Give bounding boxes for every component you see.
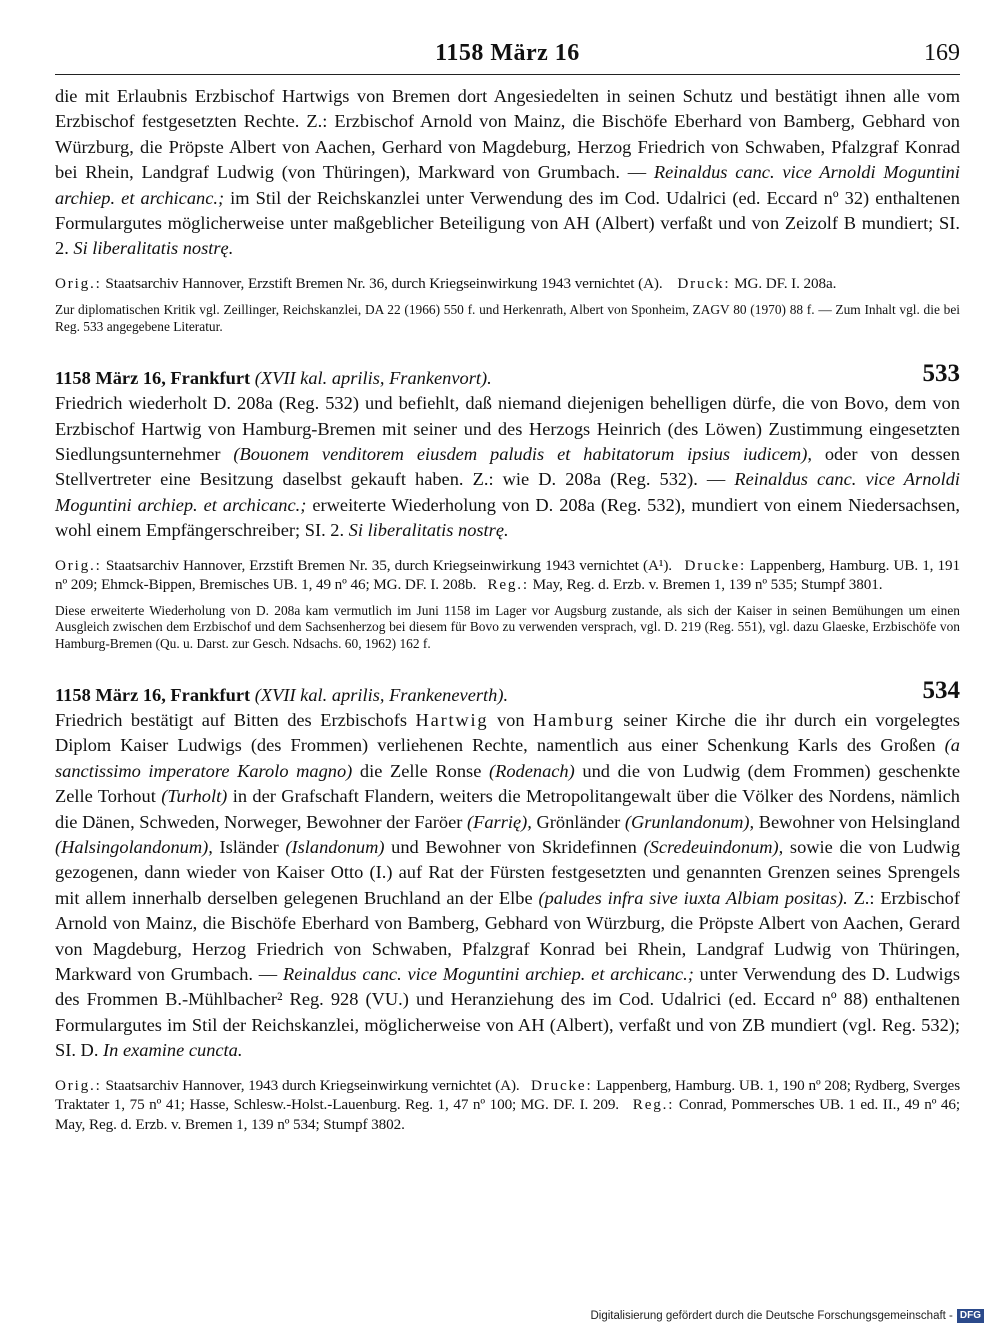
text-segment: von — [496, 710, 525, 730]
entry-date-place: 1158 März 16, Frankfurt — [55, 685, 251, 705]
entry-532-continuation — [55, 84, 960, 262]
text-segment: Friedrich bestätigt auf Bitten des Erzbischofs — [55, 710, 408, 730]
recognition-formula: Reinaldus canc. vice Arnoldi Moguntini archiep. et archicanc.; — [55, 469, 960, 515]
text-segment: seiner Kirche die ihr durch ein vorgelegtes Diplom Kaiser Ludwigs (des Frommen) verliehenen Rechte, namentlich aus einer Schenkung Karls des Großen — [55, 710, 960, 756]
entry-534-sources — [55, 1076, 960, 1134]
entry-534-heading — [55, 677, 960, 708]
drucke-text: Lappenberg, Hamburg. UB. 1, 191 nº 209; Ehmck-Bippen, Bremisches UB. 1, 49 nº 46; MG. DF. I. 208b. — [55, 556, 961, 594]
text-segment: oder von dessen Stellvertreter eine Besitzung daselbst gekauft haben. Z.: wie D. 208a (Reg. 532). — — [55, 444, 960, 490]
text-segment: Isländer — [219, 837, 279, 858]
text-segment: die Zelle Ronse — [359, 760, 482, 781]
entry-532-sources — [55, 274, 960, 293]
spaced-name: Hamburg — [533, 710, 615, 730]
text-segment: im Stil der Reichskanzlei unter Verwendung des im Cod. Udalrici (ed. Eccard nº 32) enthaltenen Formulargutes möglicherweise unter maßgeblicher Beteiligung von AH (Albert) verfaßt und von Zeizolf B mundiert; SI. 2. — [55, 187, 960, 259]
seal-formula: Si liberalitatis nostrę. — [348, 520, 509, 541]
drucke-label: Drucke: — [530, 1076, 593, 1094]
text-segment: Bewohner von Helsingland — [758, 811, 960, 832]
text-segment: und die von Ludwig (dem Frommen) geschenkte Zelle Torhout — [55, 760, 960, 807]
text-segment: und Bewohner von Skridefinnen — [391, 837, 637, 858]
druck-label: Druck: — [677, 274, 731, 292]
latin-quote: (Scredeuindonum), — [643, 837, 784, 858]
orig-text: Staatsarchiv Hannover, 1943 durch Kriegseinwirkung vernichtet (A). — [105, 1076, 520, 1094]
entry-533-text — [55, 391, 960, 543]
latin-quote: (Farrię), — [466, 811, 532, 832]
orig-text: Staatsarchiv Hannover, Erzstift Bremen Nr. 36, durch Kriegseinwirkung 1943 vernichtet (A). — [105, 274, 663, 292]
entry-dating: (XVII kal. aprilis, Frankeneverth). — [254, 685, 509, 705]
text-segment: Z.: Erzbischof Arnold von Mainz, die Bischöfe Eberhard von Bamberg, Gebhard von Würzburg, die Pröpste Albert von Aachen, Gerard von Magdeburg, Herzog Friedrich von Schwaben, Pfalzgraf Konrad bei Rhein, Landgraf Ludwig von Thüringen, Markward von Grumbach. — — [55, 887, 960, 985]
reg-label: Reg.: — [632, 1096, 675, 1114]
text-segment: unter Verwendung des D. Ludwigs des Frommen B.-Mühlbacher² Reg. 928 (VU.) und Heranziehung des im Cod. Udalrici (ed. Eccard nº 88) enthaltenen Formulargutes im Stil der Reichskanzlei, möglicherweise von AH (Albert), verfaßt und von ZB mundiert (vgl. Reg. 532); SI. D. — [55, 964, 960, 1061]
orig-label: Orig.: — [55, 274, 102, 292]
entry-dating: (XVII kal. aprilis, Frankenvort). — [254, 368, 492, 389]
entry-533-heading — [55, 360, 960, 391]
text-segment: in der Grafschaft Flandern, weiters die Metropolitangewalt über die Völker des Nordens, nämlich die Dänen, Schweden, Norweger, Bewohner der Faröer — [55, 786, 960, 832]
reg-text: Conrad, Pommersches UB. 1 ed. II., 49 nº 46; May, Reg. d. Erzb. v. Bremen 1, 139 nº 534; Stumpf 3802. — [55, 1096, 960, 1133]
text-segment: sowie die von Ludwig gezogenen, dann wieder von Kaiser Otto (I.) auf Rat der Fürsten festgesetzten und genannten Grenzen seines Sprengels mit allem innerhalb derselben gelegenen Bruchland an der Elbe — [55, 837, 961, 908]
latin-quote: (Halsingolandonum), — [55, 837, 213, 858]
entry-533-note: Diese erweiterte Wiederholung von D. 208a kam vermutlich im Juni 1158 im Lager vor Augsburg zustande, als sich der Kaiser in seinen Bemühungen um einen Ausgleich zwischen dem Erzbischof und dem Sachsenherzog bei diesem für Bovo zu verwenden versprach, vgl. D. 219 (Reg. 551), vgl. dazu Glaeske, Erzbischöfe von Hamburg-Bremen (Qu. u. Darst. zur Gesch. Ndsachs. 60, 1962) 162 f. — [55, 602, 960, 651]
latin-quote: (Bouonem venditorem eiusdem paludis et habitatorum ipsius iudicem), — [233, 444, 812, 465]
running-title: 1158 März 16 — [435, 40, 580, 66]
page-header — [55, 38, 960, 75]
text-segment: Friedrich wiederholt D. 208a (Reg. 532) und befiehlt, daß niemand diejenigen behelligen dürfe, die von Bovo, dem von Erzbischof Hartwig von Hamburg-Bremen mit seiner und des Herzogs Heinrich (des Löwen) Zustimmung eingesetzten Siedlungsunternehmer — [55, 393, 960, 465]
reg-label: Reg.: — [487, 576, 529, 594]
latin-quote: (a sanctissimo imperatore Karolo magno) — [55, 735, 960, 781]
recognition-formula: Reinaldus canc. vice Arnoldi Moguntini archiep. et archicanc.; — [55, 162, 960, 208]
entry-533-sources — [55, 556, 960, 595]
footer-text: Digitalisierung gefördert durch die Deutsche Forschungsgemeinschaft - — [590, 1310, 953, 1322]
seal-formula: Si liberalitatis nostrę. — [73, 238, 234, 259]
latin-quote: (paludes infra sive iuxta Albiam positas). — [538, 887, 848, 908]
latin-quote: (Turholt) — [161, 786, 228, 807]
orig-label: Orig.: — [55, 556, 102, 574]
seal-formula: In examine cuncta. — [103, 1040, 243, 1061]
text-segment: Grönländer — [536, 811, 621, 832]
entry-number: 533 — [922, 360, 960, 388]
orig-text: Staatsarchiv Hannover, Erzstift Bremen Nr. 35, durch Kriegseinwirkung 1943 vernichtet (A¹). — [105, 556, 672, 574]
druck-text: MG. DF. I. 208a. — [734, 274, 837, 292]
entry-date-place: 1158 März 16, Frankfurt — [55, 368, 251, 389]
orig-label: Orig.: — [55, 1076, 102, 1094]
digitization-footer — [590, 1309, 984, 1323]
page-number: 169 — [924, 40, 960, 66]
text-segment: erweiterte Wiederholung von D. 208a (Reg. 532), mundiert von einem Niedersachsen, wohl einem Empfängerschreiber; SI. 2. — [55, 494, 960, 541]
latin-quote: (Islandonum) — [285, 837, 385, 858]
text-segment: die mit Erlaubnis Erzbischof Hartwigs von Bremen dort Angesiedelten in seinen Schutz und bestätigt ihnen alle vom Erzbischof festgesetzten Rechte. Z.: Erzbischof Arnold von Mainz, die Bischöfe Eberhard von Bamberg, Gebhard von Würzburg, die Pröpste Albert von Aachen, Gerhard von Magdeburg, Herzog Friedrich von Schwaben, Pfalzgraf Konrad bei Rhein, Landgraf Ludwig (von Thüringen), Markward von Grumbach. — — [55, 86, 960, 183]
dfg-logo: DFG — [957, 1309, 984, 1323]
drucke-text: Lappenberg, Hamburg. UB. 1, 190 nº 208; Rydberg, Sverges Traktater 1, 75 nº 41; Hasse, Schlesw.-Holst.-Lauenburg. Reg. 1, 47 nº 100; MG. DF. I. 209. — [55, 1076, 961, 1114]
reg-text: May, Reg. d. Erzb. v. Bremen 1, 139 nº 535; Stumpf 3801. — [532, 576, 883, 594]
document-page — [55, 38, 960, 1134]
entry-number: 534 — [922, 677, 960, 704]
drucke-label: Drucke: — [684, 556, 746, 574]
spaced-name: Hartwig — [415, 710, 489, 730]
entry-532-note: Zur diplomatischen Kritik vgl. Zeillinger, Reichskanzlei, DA 22 (1966) 550 f. und Herkenrath, Albert von Sponheim, ZAGV 80 (1970) 88 f. — Zum Inhalt vgl. die bei Reg. 533 angegebene Literatur. — [55, 302, 960, 334]
recognition-formula: Reinaldus canc. vice Moguntini archiep. et archicanc.; — [283, 964, 694, 985]
latin-quote: (Rodenach) — [488, 760, 575, 781]
latin-quote: (Grunlandonum), — [624, 811, 755, 832]
entry-534-text — [55, 708, 960, 1064]
